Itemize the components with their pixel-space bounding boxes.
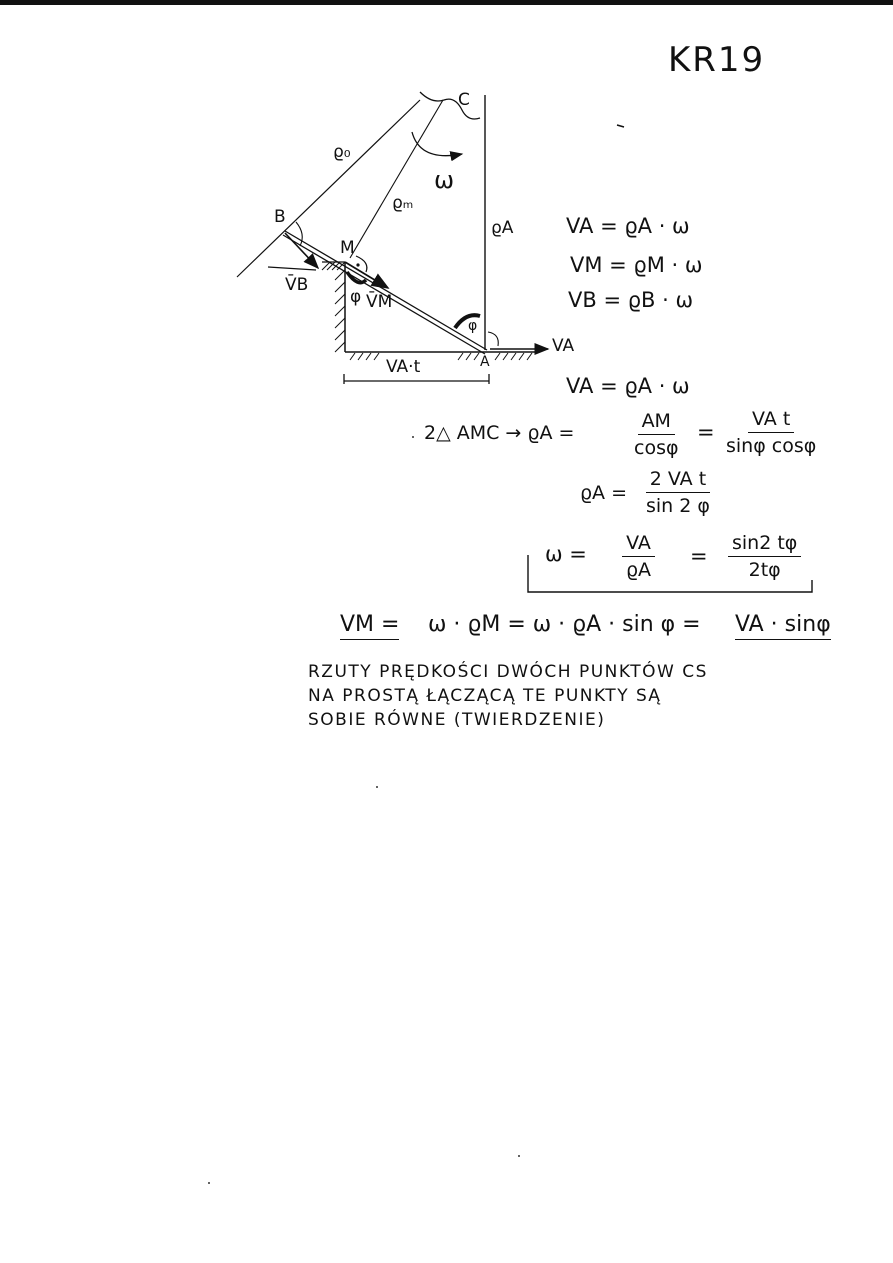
arc-b <box>296 222 302 246</box>
base-hatching <box>350 353 532 360</box>
eq-vm-final-result-text: VA · sinφ <box>735 612 831 640</box>
step-hatching <box>322 262 345 352</box>
right-angle-a <box>488 332 498 346</box>
label-omega: ω <box>434 166 455 194</box>
label-va-t: VA·t <box>386 357 421 377</box>
stray-mark <box>617 125 624 127</box>
c-wave-mark <box>420 92 480 119</box>
eq-vm-final-rhs: ω · ϱM = ω · ϱA · sin φ = <box>428 612 701 637</box>
eq-rho-a-lhs: ϱA = <box>580 482 628 504</box>
eq-sign-2: = <box>690 544 708 568</box>
eq-omega-lhs: ω = <box>545 542 587 566</box>
eq-vm-final-result <box>735 612 831 637</box>
label-rho-a: ϱA <box>491 218 514 238</box>
note-line-1: RZUTY PRĘDKOŚCI DWÓCH PUNKTÓW CS <box>308 662 708 682</box>
frac-sin2tphi-2tphi <box>728 532 801 581</box>
eq-vm-final-lhs-text: VM = <box>340 612 399 640</box>
label-rho-b: ϱ₀ <box>333 142 351 162</box>
frac-am-cos-num: AM <box>638 410 675 435</box>
frac-2vat-sin2phi <box>642 468 714 517</box>
frac-sin2-den: 2tφ <box>748 559 781 581</box>
label-phi-a: φ <box>468 318 478 334</box>
label-vm: V̄M <box>366 292 393 312</box>
frac-2vat-num: 2 VA t <box>646 468 710 493</box>
m-right-angle-dot <box>356 263 359 266</box>
stray-dot-4 <box>412 436 414 438</box>
stray-dot-1 <box>376 786 378 788</box>
note-line-3: SOBIE RÓWNE (TWIERDZENIE) <box>308 710 606 730</box>
label-c: C <box>458 90 470 110</box>
eq-triangle-prefix: 2△ AMC → ϱA = <box>424 422 575 444</box>
label-vb: V̄B <box>285 275 309 295</box>
vb-arrow <box>285 233 318 268</box>
eq-vm-final-lhs <box>340 612 399 637</box>
note-line-2: NA PROSTĄ ŁĄCZĄCĄ TE PUNKTY SĄ <box>308 686 662 706</box>
label-m: M <box>340 238 355 258</box>
frac-am-cos <box>630 410 683 459</box>
eq-sign-1: = <box>697 420 715 444</box>
frac-sin2-num: sin2 tφ <box>728 532 801 557</box>
omega-arrow <box>412 132 462 156</box>
line-rho-b <box>237 100 420 277</box>
label-b: B <box>274 207 286 227</box>
frac-va-den: ϱA <box>626 559 652 581</box>
frac-vat-den: sinφ cosφ <box>726 435 817 457</box>
vb-horizontal <box>268 267 316 270</box>
label-a: A <box>480 354 490 370</box>
rod-ba-upper <box>285 231 487 350</box>
eq-va: VA = ϱA · ω <box>566 214 690 238</box>
eq-vb: VB = ϱB · ω <box>568 288 694 312</box>
frac-am-cos-den: cosφ <box>634 437 679 459</box>
eq-va-repeat: VA = ϱA · ω <box>566 374 690 398</box>
frac-2vat-den: sin 2 φ <box>646 495 710 517</box>
label-va: VA <box>552 336 575 356</box>
frac-vat-sincos <box>722 408 820 457</box>
eq-vm: VM = ϱM · ω <box>570 253 703 277</box>
stray-dot-2 <box>518 1155 520 1157</box>
label-rho-m: ϱₘ <box>392 193 414 213</box>
frac-vat-num: VA t <box>748 408 794 433</box>
line-rho-m <box>350 100 443 258</box>
frac-va-rhoa <box>622 532 655 581</box>
label-phi-m: φ <box>350 287 362 307</box>
frac-va-num: VA <box>622 532 655 557</box>
stray-dot-3 <box>208 1182 210 1184</box>
page-title: KR19 <box>668 40 766 80</box>
